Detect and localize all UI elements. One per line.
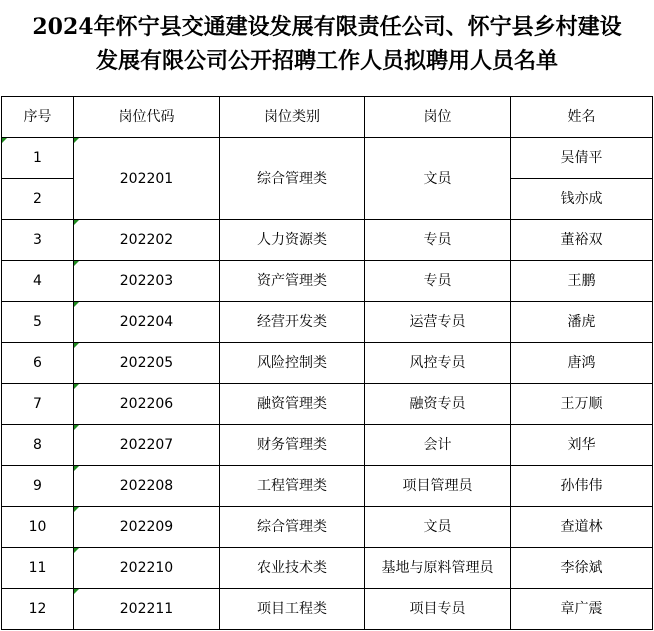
cell-number: 12 bbox=[2, 589, 74, 630]
title-line-1: 2024年怀宁县交通建设发展有限责任公司、怀宁县乡村建设 bbox=[32, 14, 622, 40]
table-row bbox=[2, 425, 653, 466]
cell-name: 王万顺 bbox=[511, 384, 653, 425]
table-row bbox=[2, 261, 653, 302]
cell-number: 1 bbox=[2, 138, 74, 179]
cell-number: 3 bbox=[2, 220, 74, 261]
cell-position: 基地与原料管理员 bbox=[365, 548, 511, 589]
cell-position: 文员 bbox=[365, 507, 511, 548]
cell-category: 综合管理类 bbox=[220, 138, 365, 220]
table-row bbox=[2, 466, 653, 507]
cell-name: 李徐斌 bbox=[511, 548, 653, 589]
cell-marker bbox=[74, 507, 79, 512]
cell-marker bbox=[74, 548, 79, 553]
cell-number: 9 bbox=[2, 466, 74, 507]
cell-code: 202208 bbox=[74, 466, 220, 507]
header-category: 岗位类别 bbox=[220, 97, 365, 138]
title-line-2: 发展有限公司公开招聘工作人员拟聘用人员名单 bbox=[95, 48, 558, 74]
cell-name: 查道林 bbox=[511, 507, 653, 548]
cell-category: 项目工程类 bbox=[220, 589, 365, 630]
cell-category: 经营开发类 bbox=[220, 302, 365, 343]
cell-category: 农业技术类 bbox=[220, 548, 365, 589]
cell-name: 钱亦成 bbox=[511, 179, 653, 220]
cell-category: 综合管理类 bbox=[220, 507, 365, 548]
cell-name: 王鹏 bbox=[511, 261, 653, 302]
cell-position: 专员 bbox=[365, 261, 511, 302]
cell-number: 2 bbox=[2, 179, 74, 220]
header-position: 岗位 bbox=[365, 97, 511, 138]
cell-category: 财务管理类 bbox=[220, 425, 365, 466]
cell-position: 项目管理员 bbox=[365, 466, 511, 507]
cell-category: 风险控制类 bbox=[220, 343, 365, 384]
cell-category: 人力资源类 bbox=[220, 220, 365, 261]
cell-position: 风控专员 bbox=[365, 343, 511, 384]
cell-name: 章广震 bbox=[511, 589, 653, 630]
cell-code: 202202 bbox=[74, 220, 220, 261]
cell-position: 专员 bbox=[365, 220, 511, 261]
cell-name: 刘华 bbox=[511, 425, 653, 466]
header-code: 岗位代码 bbox=[74, 97, 220, 138]
table-row bbox=[2, 548, 653, 589]
cell-number: 5 bbox=[2, 302, 74, 343]
cell-number: 7 bbox=[2, 384, 74, 425]
hiring-table bbox=[1, 96, 653, 630]
cell-name: 潘虎 bbox=[511, 302, 653, 343]
cell-name: 董裕双 bbox=[511, 220, 653, 261]
table-row bbox=[2, 138, 653, 179]
cell-position: 运营专员 bbox=[365, 302, 511, 343]
table-row bbox=[2, 220, 653, 261]
header-name: 姓名 bbox=[511, 97, 653, 138]
cell-name: 唐鸿 bbox=[511, 343, 653, 384]
cell-marker bbox=[74, 425, 79, 430]
table-row bbox=[2, 589, 653, 630]
cell-marker bbox=[2, 138, 7, 143]
cell-position: 项目专员 bbox=[365, 589, 511, 630]
cell-code: 202209 bbox=[74, 507, 220, 548]
cell-number: 4 bbox=[2, 261, 74, 302]
cell-number: 8 bbox=[2, 425, 74, 466]
cell-marker bbox=[74, 589, 79, 594]
cell-category: 工程管理类 bbox=[220, 466, 365, 507]
cell-code: 202204 bbox=[74, 302, 220, 343]
table-row bbox=[2, 343, 653, 384]
cell-code: 202201 bbox=[74, 138, 220, 220]
cell-name: 孙伟伟 bbox=[511, 466, 653, 507]
cell-code: 202207 bbox=[74, 425, 220, 466]
cell-marker bbox=[74, 343, 79, 348]
cell-name: 吴倩平 bbox=[511, 138, 653, 179]
cell-category: 资产管理类 bbox=[220, 261, 365, 302]
cell-category: 融资管理类 bbox=[220, 384, 365, 425]
cell-position: 文员 bbox=[365, 138, 511, 220]
header-number: 序号 bbox=[2, 97, 74, 138]
cell-code: 202203 bbox=[74, 261, 220, 302]
cell-marker bbox=[74, 220, 79, 225]
cell-code: 202205 bbox=[74, 343, 220, 384]
cell-position: 融资专员 bbox=[365, 384, 511, 425]
table-row bbox=[2, 302, 653, 343]
cell-number: 11 bbox=[2, 548, 74, 589]
cell-marker bbox=[74, 261, 79, 266]
table-row bbox=[2, 507, 653, 548]
table-row bbox=[2, 384, 653, 425]
cell-position: 会计 bbox=[365, 425, 511, 466]
cell-code: 202210 bbox=[74, 548, 220, 589]
document-title bbox=[0, 10, 654, 78]
cell-marker bbox=[74, 302, 79, 307]
cell-code: 202211 bbox=[74, 589, 220, 630]
cell-number: 6 bbox=[2, 343, 74, 384]
cell-number: 10 bbox=[2, 507, 74, 548]
cell-marker bbox=[74, 466, 79, 471]
cell-marker bbox=[74, 384, 79, 389]
cell-marker bbox=[74, 138, 79, 143]
cell-code: 202206 bbox=[74, 384, 220, 425]
table-header-row bbox=[2, 97, 653, 138]
